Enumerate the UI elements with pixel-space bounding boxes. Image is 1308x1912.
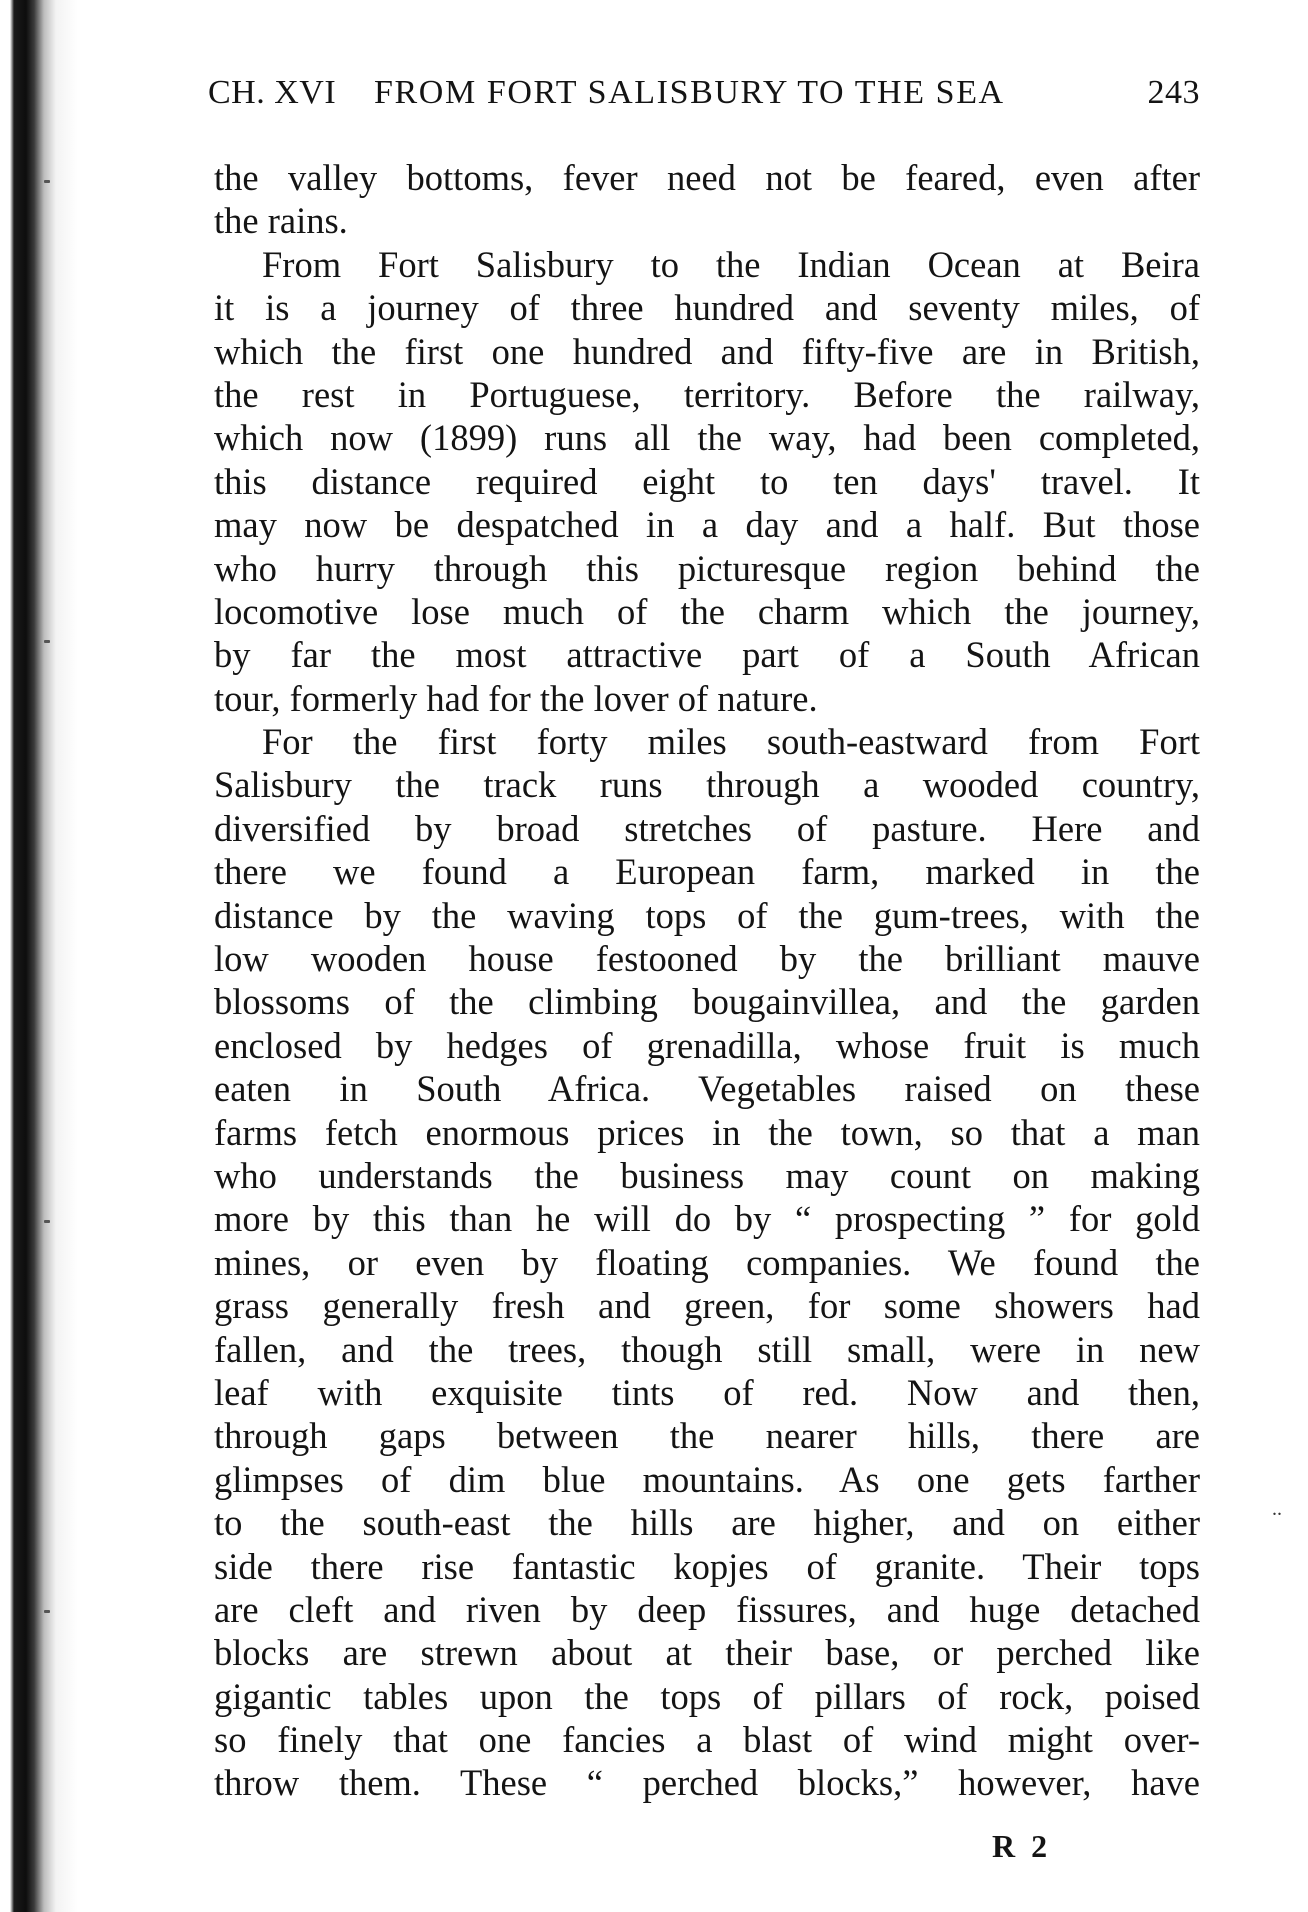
text-line: there we found a European farm, marked in the xyxy=(214,851,1200,893)
text-line: to the south-east the hills are higher, and on either xyxy=(214,1502,1200,1544)
text-line: so finely that one fancies a blast of wind might over- xyxy=(214,1719,1200,1761)
chapter-label: CH. XVI xyxy=(208,74,337,111)
text-line: mines, or even by floating companies. We found the xyxy=(214,1241,1200,1283)
text-line: Salisbury the track runs through a wooded country, xyxy=(214,764,1200,806)
gutter-speck xyxy=(44,1220,50,1223)
text-line: grass generally fresh and green, for some showers had xyxy=(214,1285,1200,1327)
text-line: who hurry through this picturesque region behind the xyxy=(214,547,1200,589)
running-title: FROM FORT SALISBURY TO THE SEA xyxy=(374,74,1005,111)
text-line: From Fort Salisbury to the Indian Ocean at Beira xyxy=(262,243,1200,285)
text-line: it is a journey of three hundred and seventy miles, of xyxy=(214,287,1200,329)
text-line: low wooden house festooned by the brilliant mauve xyxy=(214,938,1200,980)
text-line: tour, formerly had for the lover of nature. xyxy=(214,677,818,719)
text-line: For the first forty miles south-eastward from Fort xyxy=(262,721,1200,763)
page-number: 243 xyxy=(1147,74,1200,111)
body-text xyxy=(214,156,1200,1805)
text-line: which now (1899) runs all the way, had been completed, xyxy=(214,417,1200,459)
text-line: diversified by broad stretches of pasture. Here and xyxy=(214,807,1200,849)
gutter-speck xyxy=(44,180,50,183)
text-line: who understands the business may count on making xyxy=(214,1154,1200,1196)
text-line: the valley bottoms, fever need not be feared, even after xyxy=(214,157,1200,198)
text-line: this distance required eight to ten days' travel. It xyxy=(214,460,1200,502)
text-line: fallen, and the trees, though still small, were in new xyxy=(214,1328,1200,1370)
gutter-speck xyxy=(44,640,50,643)
text-line: by far the most attractive part of a South African xyxy=(214,634,1200,676)
text-line: which the first one hundred and fifty-five are in British, xyxy=(214,330,1200,372)
text-line: blocks are strewn about at their base, or perched like xyxy=(214,1632,1200,1674)
text-line: side there rise fantastic kopjes of granite. Their tops xyxy=(214,1545,1200,1587)
margin-mark: .. xyxy=(1272,1498,1282,1520)
text-line: farms fetch enormous prices in the town, so that a man xyxy=(214,1111,1200,1153)
text-line: are cleft and riven by deep fissures, and huge detached xyxy=(214,1588,1200,1630)
text-line: locomotive lose much of the charm which the journey, xyxy=(214,590,1200,632)
text-line: may now be despatched in a day and a half. But those xyxy=(214,504,1200,546)
text-line: enclosed by hedges of grenadilla, whose fruit is much xyxy=(214,1024,1200,1066)
binding-gutter-shadow xyxy=(0,0,78,1912)
text-line: blossoms of the climbing bougainvillea, and the garden xyxy=(214,981,1200,1023)
gutter-speck xyxy=(44,1610,50,1613)
running-head xyxy=(208,74,1200,118)
text-line: distance by the waving tops of the gum-trees, with the xyxy=(214,894,1200,936)
signature-mark: R 2 xyxy=(992,1828,1052,1864)
text-line: throw them. These “ perched blocks,” however, have xyxy=(214,1762,1200,1804)
text-line: leaf with exquisite tints of red. Now and then, xyxy=(214,1371,1200,1413)
text-line: gigantic tables upon the tops of pillars of rock, poised xyxy=(214,1675,1200,1717)
text-line: the rains. xyxy=(214,200,348,242)
text-line: the rest in Portuguese, territory. Before the railway, xyxy=(214,373,1200,415)
text-line: more by this than he will do by “ prospecting ” for gold xyxy=(214,1198,1200,1240)
text-line: eaten in South Africa. Vegetables raised on these xyxy=(214,1068,1200,1110)
text-line: glimpses of dim blue mountains. As one gets farther xyxy=(214,1458,1200,1500)
text-line: through gaps between the nearer hills, there are xyxy=(214,1415,1200,1457)
